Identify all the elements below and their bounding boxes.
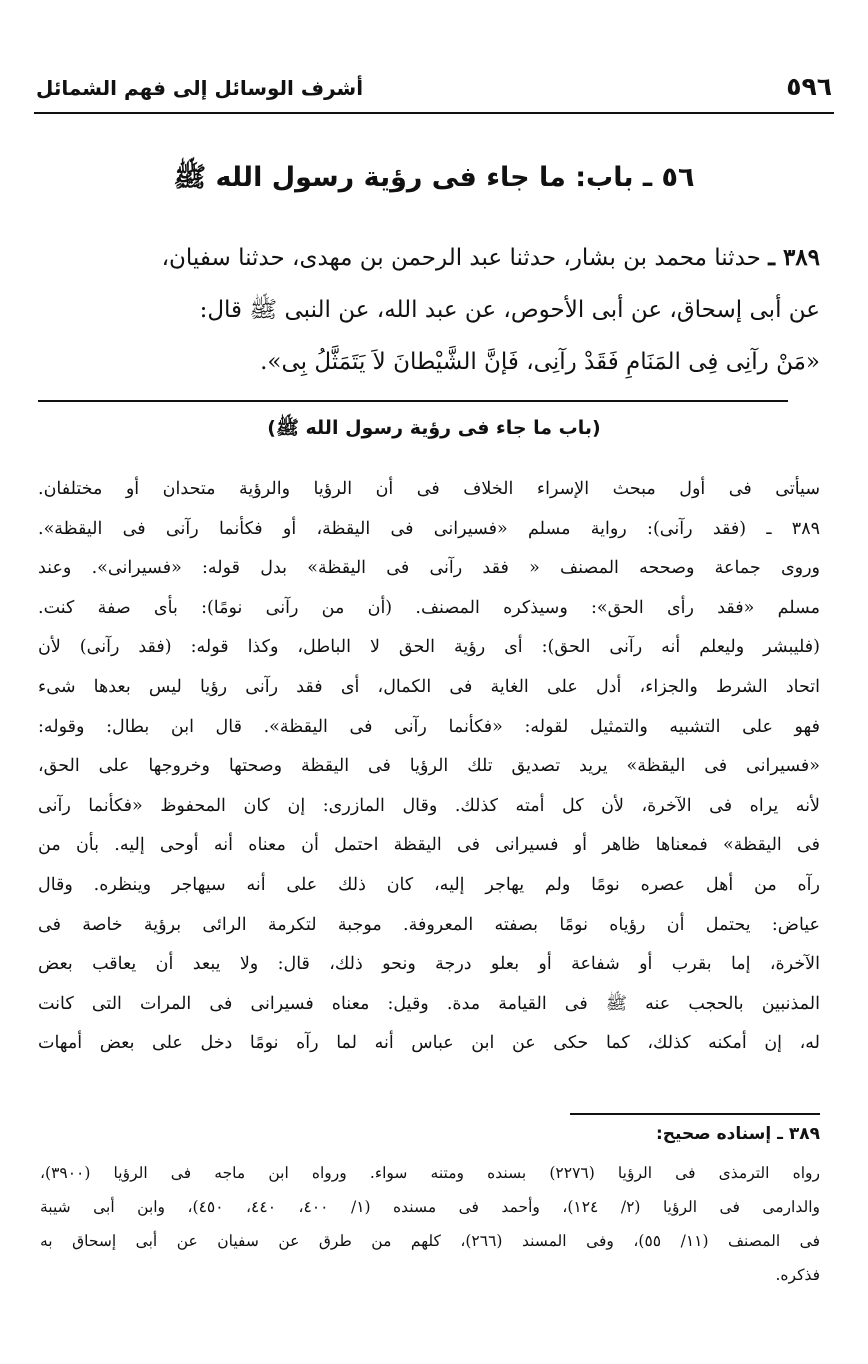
footnote-heading: ٣٨٩ ـ إسناده صحيح: — [655, 1124, 820, 1144]
commentary-line: (فليبشر وليعلم أنه رآنى الحق): أى رؤية الحق لا الباطل، وكذا قوله: (فقد رآنى) لأن — [38, 637, 820, 658]
hadith-number: ٣٨٩ ـ — [768, 244, 820, 271]
footnote-line: رواه الترمذى فى الرؤيا (٢٢٧٦) بسنده ومتنه سواء. ورواه ابن ماجه فى الرؤيا (٣٩٠٠)، — [40, 1164, 820, 1182]
commentary-line: الآخرة، إما بقرب أو شفاعة أو بعلو درجة ونحو ذلك، قال: ولا يبعد أن يعاقب بعض — [38, 954, 820, 975]
hadith-line — [40, 232, 820, 284]
footnote-text — [40, 1156, 820, 1292]
hadith-line: عن أبى إسحاق، عن أبى الأحوص، عن عبد الله، عن النبى ﷺ قال: — [199, 297, 820, 323]
commentary-line: المذنبين بالحجب عنه ﷺ فى القيامة مدة. وقيل: معناه فسيرانى فى المرات التى كانت — [38, 993, 820, 1014]
running-header — [36, 70, 832, 110]
footnote-rule — [570, 1113, 820, 1115]
commentary-line: مسلم «فقد رأى الحق»: وسيذكره المصنف. (أن من رآنى نومًا): بأى صفة كنت. — [38, 597, 820, 618]
page-number: ٥٩٦ — [786, 72, 832, 101]
commentary-line: «فسيرانى فى اليقظة» يريد تصديق تلك الرؤيا فى اليقظة وصحتها وخروجها على الحق، — [38, 756, 820, 777]
commentary-line: وروى جماعة وصححه المصنف « فقد رآنى فى اليقظة» بدل قوله: «فسيرانى». وعند — [38, 558, 820, 579]
header-rule — [34, 112, 834, 114]
commentary-title: (باب ما جاء فى رؤية رسول الله ﷺ) — [267, 417, 601, 439]
commentary-line: فهو على التشبيه والتمثيل لقوله: «فكأنما رآنى فى اليقظة». قال ابن بطال: وقوله: — [38, 716, 820, 737]
hadith-line: «مَنْ رآنِى فِى المَنَامِ فَقَدْ رآنِى، فَإنَّ الشَّيْطانَ لاَ يَتَمَثَّلُ بِى». — [260, 349, 820, 375]
hadith-line-text: حدثنا محمد بن بشار، حدثنا عبد الرحمن بن مهدى، حدثنا سفيان، — [161, 245, 761, 271]
commentary-line: رآه من أهل عصره نومًا ولم يهاجر إليه، كان ذلك على أنه سيهاجر وينظره. وقال — [38, 874, 820, 895]
footnote-line: فى المصنف (١١/ ٥٥)، وفى المسند (٢٦٦)، كلهم من طرق عن سفيان عن أبى إسحاق به — [40, 1232, 820, 1250]
footnote-line: والدارمى فى الرؤيا (٢/ ١٢٤)، وأحمد فى مسنده (١/ ٤٠٠، ٤٤٠، ٤٥٠)، وابن أبى شيبة — [40, 1198, 820, 1216]
commentary-line: له، إن أمكنه كذلك، كما حكى عن ابن عباس أنه لما رآه نومًا دخل على بعض أمهات — [38, 1033, 820, 1054]
hadith-text — [40, 232, 820, 388]
commentary-line: عياض: يحتمل أن رؤياه نومًا بصفته المعروفة. موجبة لتكرمة الرائى برؤية خاصة فى — [38, 914, 820, 935]
book-title: أشرف الوسائل إلى فهم الشمائل — [36, 76, 364, 100]
footnote-line: فذكره. — [775, 1266, 820, 1284]
section-rule — [38, 400, 788, 402]
commentary-line: اتحاد الشرط والجزاء، أدل على الغاية فى الكمال، أى فقد رآنى رؤيا ليس بعدها شىء — [38, 676, 820, 697]
commentary-line: لأنه يراه فى الآخرة، لأن كل أمته كذلك. وقال المازرى: إن كان المحفوظ «فكأنما رآنى — [38, 795, 820, 816]
commentary-text — [38, 470, 820, 1064]
commentary-line: ٣٨٩ ـ (فقد رآنى): رواية مسلم «فسيرانى فى اليقظة، أو فكأنما رآنى فى اليقظة». — [38, 518, 820, 539]
chapter-title: ٥٦ ـ باب: ما جاء فى رؤية رسول الله ﷺ — [173, 162, 695, 193]
commentary-line: سيأتى فى أول مبحث الإسراء الخلاف فى أن الرؤيا والرؤية متحدان أو مختلفان. — [38, 479, 820, 499]
commentary-line: فى اليقظة» فمعناها ظاهر أو فسيرانى فى اليقظة احتمل أن معناه أنه أوحى إليه. بأن من — [38, 835, 820, 856]
